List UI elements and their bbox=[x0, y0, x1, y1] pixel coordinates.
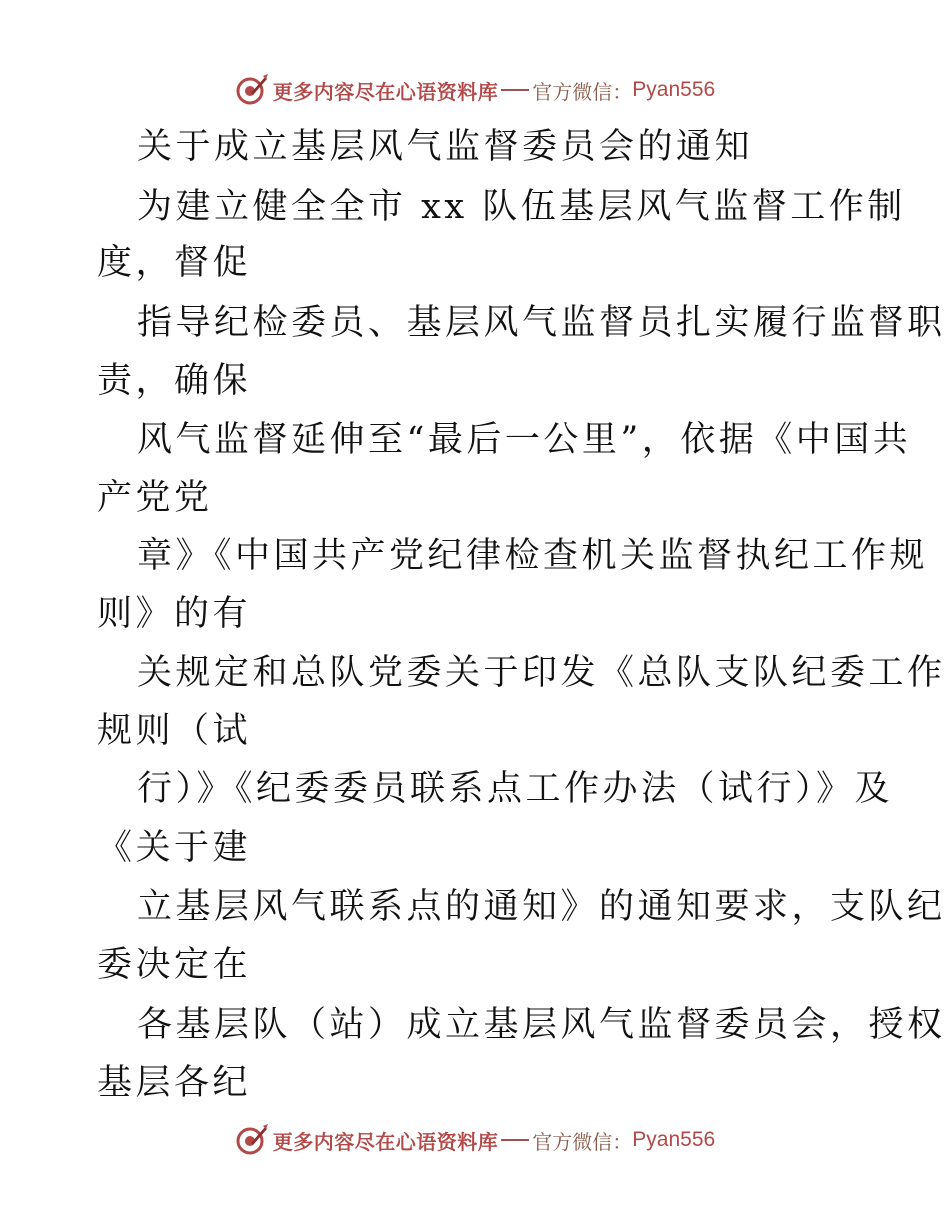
footer-brand-text: 更多内容尽在心语资料库 bbox=[272, 1129, 499, 1154]
brand-logo-icon bbox=[235, 1123, 269, 1157]
header-official-label: 官方微信： bbox=[532, 79, 633, 104]
footer-dash-divider bbox=[501, 1139, 529, 1141]
paragraph-line: 指导纪检委员、基层风气监督员扎实履行监督职 bbox=[137, 303, 946, 343]
paragraph-line: 责，确保 bbox=[97, 361, 252, 401]
paragraph-line: 各基层队（站）成立基层风气监督委员会，授权 bbox=[137, 1005, 946, 1045]
header-banner bbox=[0, 70, 950, 110]
footer-account-id: Pyan556 bbox=[632, 1128, 716, 1151]
header-account-id: Pyan556 bbox=[632, 78, 716, 101]
paragraph-line: 度，督促 bbox=[97, 243, 252, 283]
header-brand-text: 更多内容尽在心语资料库 bbox=[272, 79, 499, 104]
paragraph-line: 规则（试 bbox=[97, 711, 252, 751]
document-title: 关于成立基层风气监督委员会的通知 bbox=[137, 127, 754, 167]
paragraph-line: 关规定和总队党委关于印发《总队支队纪委工作 bbox=[137, 653, 946, 693]
brand-logo-icon bbox=[235, 73, 269, 107]
paragraph-line: 基层各纪 bbox=[97, 1063, 252, 1103]
paragraph-line: 为建立健全全市 xx 队伍基层风气监督工作制 bbox=[137, 187, 906, 227]
footer-banner bbox=[0, 1120, 950, 1160]
header-dash-divider bbox=[501, 89, 529, 91]
paragraph-line: 则》的有 bbox=[97, 594, 252, 634]
footer-official-label: 官方微信： bbox=[532, 1129, 633, 1154]
paragraph-line: 立基层风气联系点的通知》的通知要求，支队纪 bbox=[137, 887, 946, 927]
paragraph-line: 《关于建 bbox=[97, 828, 252, 868]
paragraph-line: 风气监督延伸至“最后一公里”，依据《中国共 bbox=[137, 420, 912, 460]
paragraph-line: 行）》《纪委委员联系点工作办法（试行）》及 bbox=[137, 769, 894, 809]
paragraph-line: 章》《中国共产党纪律检查机关监督执纪工作规 bbox=[137, 536, 929, 576]
paragraph-line: 委决定在 bbox=[97, 945, 252, 985]
paragraph-line: 产党党 bbox=[97, 478, 213, 518]
